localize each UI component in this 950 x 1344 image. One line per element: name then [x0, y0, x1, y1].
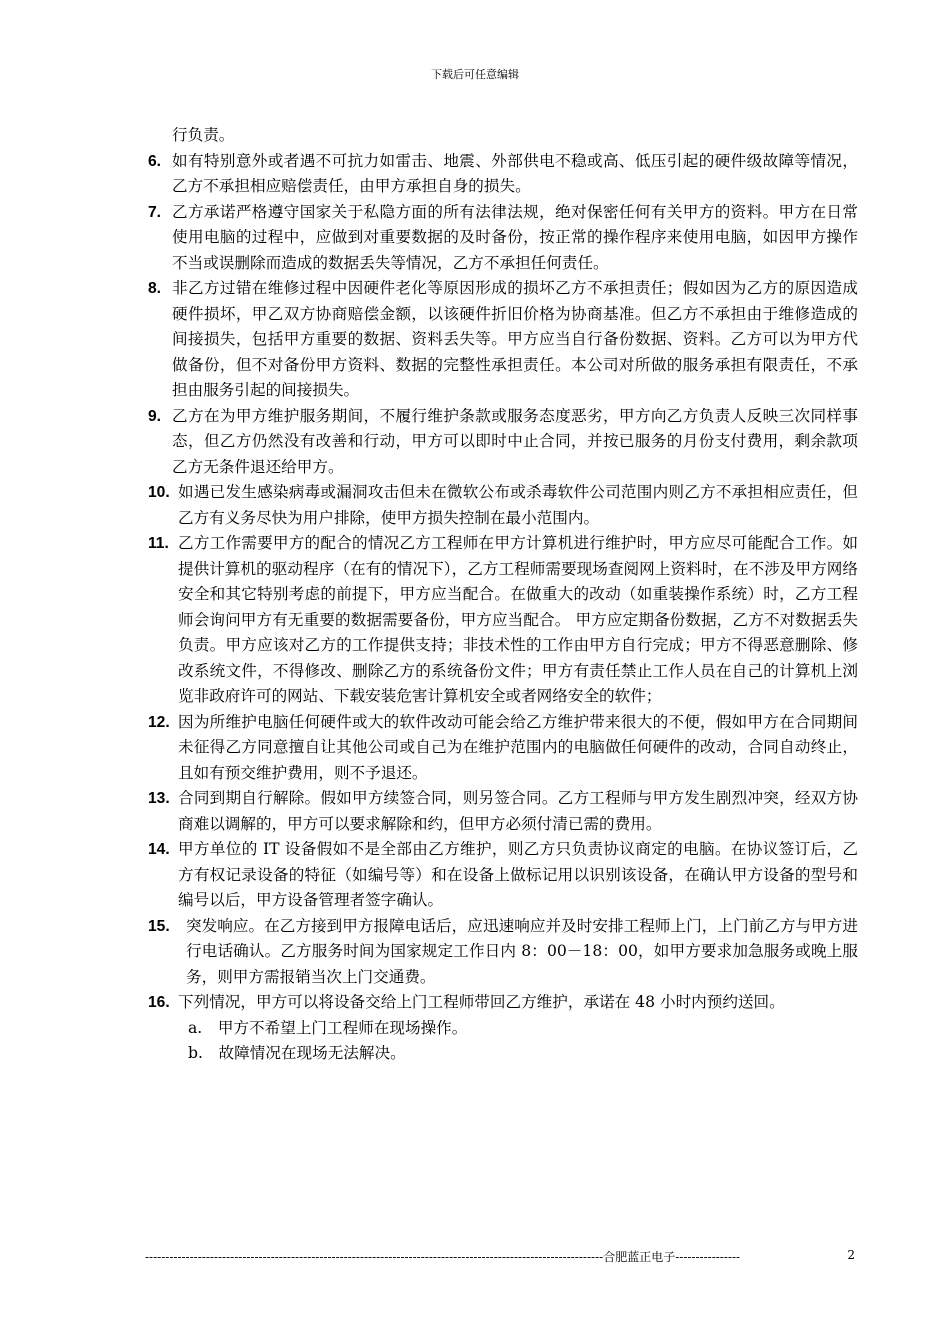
clause-6: [148, 149, 858, 200]
clause-text: 如有特别意外或者遇不可抗力如雷击、地震、外部供电不稳或高、低压引起的硬件级故障等情况，乙方不承担相应赔偿责任，由甲方承担自身的损失。: [172, 151, 858, 195]
subitem-a: a. 甲方不希望上门工程师在现场操作。: [188, 1018, 468, 1037]
clause-number: 15.: [148, 917, 170, 935]
clause-number: 6.: [148, 152, 162, 170]
clause-number: 8.: [148, 280, 162, 297]
clause-text: 突发响应。在乙方接到甲方报障电话后，应迅速响应并及时安排工程师上门，上门前乙方与甲方进行电话确认。乙方服务时间为国家规定工作日内 8：00－18：00，如甲方要求加急服务或晚上服务，则甲方需报销当次上门交通费。: [186, 916, 858, 986]
clause-text: 合同到期自行解除。假如甲方续签合同，则另签合同。乙方工程师与甲方发生剧烈冲突，经双方协商难以调解的，甲方可以要求解除和约，但甲方必须付清已需的费用。: [178, 789, 858, 833]
clause-text: 非乙方过错在维修过程中因硬件老化等原因形成的损坏乙方不承担责任；假如因为乙方的原因造成硬件损坏，甲乙双方协商赔偿金额，以该硬件折旧价格为协商基准。但乙方不承担由于维修造成的间接损失，包括甲方重要的数据、资料丢失等。甲方应当自行备份数据、资料。乙方可以为甲方代做备份，但不对备份甲方资料、数据的完整性承担责任。本公司对所做的服务承担有限责任，不承担由服务引起的间接损失。: [172, 279, 858, 399]
clause-text: 如遇已发生感染病毒或漏洞攻击但未在微软公布或杀毒软件公司范围内则乙方不承担相应责任，但乙方有义务尽快为用户排除，使甲方损失控制在最小范围内。: [178, 483, 858, 527]
clause-14: [148, 837, 858, 914]
clause-10: [148, 480, 858, 531]
clause-7: [148, 200, 858, 277]
continuation-text: 行负责。: [172, 126, 235, 144]
page-number: 2: [847, 1248, 855, 1262]
clause-number: 13.: [148, 790, 170, 807]
clause-number: 16.: [148, 994, 170, 1011]
clause-15: [148, 914, 858, 991]
clause-number: 11.: [148, 535, 169, 552]
clause-number: 9.: [148, 407, 162, 425]
clause-number: 7.: [148, 203, 162, 221]
page-header: 下载后可任意编辑: [431, 68, 519, 81]
clause-9: [148, 404, 858, 481]
clause-number: 10.: [148, 484, 170, 501]
document-body: [148, 123, 858, 1067]
page-footer: [145, 1248, 855, 1265]
clause-text: 下列情况，甲方可以将设备交给上门工程师带回乙方维护，承诺在 48 小时内预约送回。: [178, 993, 785, 1011]
clause-16: [148, 990, 858, 1016]
clause-8: [148, 276, 858, 404]
clause-number: 12.: [148, 713, 170, 731]
footer-company: 合肥蓝正电子: [603, 1250, 676, 1264]
clause-text: 甲方单位的 IT 设备假如不是全部由乙方维护，则乙方只负责协议商定的电脑。在协议签订后，乙方有权记录设备的特征（如编号等）和在设备上做标记用以识别该设备，在确认甲方设备的型号和编号以后，甲方设备管理者签字确认。: [178, 840, 858, 909]
footer-rule: -----------------------------------------------------------------------------------------------------------------合肥蓝正电子----------------: [145, 1250, 741, 1264]
clause-12: [148, 710, 858, 787]
clause-number: 14.: [148, 841, 170, 858]
clause-text: 乙方承诺严格遵守国家关于私隐方面的所有法律法规，绝对保密任何有关甲方的资料。甲方在日常使用电脑的过程中，应做到对重要数据的及时备份，按正常的操作程序来使用电脑，如因甲方操作不当或误删除而造成的数据丢失等情况，乙方不承担任何责任。: [172, 202, 858, 272]
clause-text: 因为所维护电脑任何硬件或大的软件改动可能会给乙方维护带来很大的不便，假如甲方在合同期间未征得乙方同意擅自让其他公司或自己为在维护范围内的电脑做任何硬件的改动，合同自动终止，且如有预交维护费用，则不予退还。: [178, 712, 858, 782]
clause-13: [148, 786, 858, 837]
clause-text: 乙方在为甲方维护服务期间，不履行维护条款或服务态度恶劣，甲方向乙方负责人反映三次同样事态，但乙方仍然没有改善和行动，甲方可以即时中止合同，并按已服务的月份支付费用，剩余款项乙方无条件退还给甲方。: [172, 406, 858, 476]
clause-11: [148, 531, 858, 710]
subitem-b: b. 故障情况在现场无法解决。: [188, 1044, 406, 1062]
clause-text: 乙方工作需要甲方的配合的情况乙方工程师在甲方计算机进行维护时，甲方应尽可能配合工作。如提供计算机的驱动程序（在有的情况下），乙方工程师需要现场查阅网上资料时，在不涉及甲方网络安全和其它特别考虑的前提下，甲方应当配合。在做重大的改动（如重装操作系统）时，乙方工程师会询问甲方有无重要的数据需要备份，甲方应当配合。 甲方应定期备份数据，乙方不对数据丢失负责。甲方应该对乙方的工作提供支持；非技术性的工作由甲方自行完成；甲方不得恶意删除、修改系统文件，不得修改、删除乙方的系统备份文件；甲方有责任禁止工作人员在自己的计算机上浏览非政府许可的网站、下载安装危害计算机安全或者网络安全的软件；: [178, 534, 858, 705]
